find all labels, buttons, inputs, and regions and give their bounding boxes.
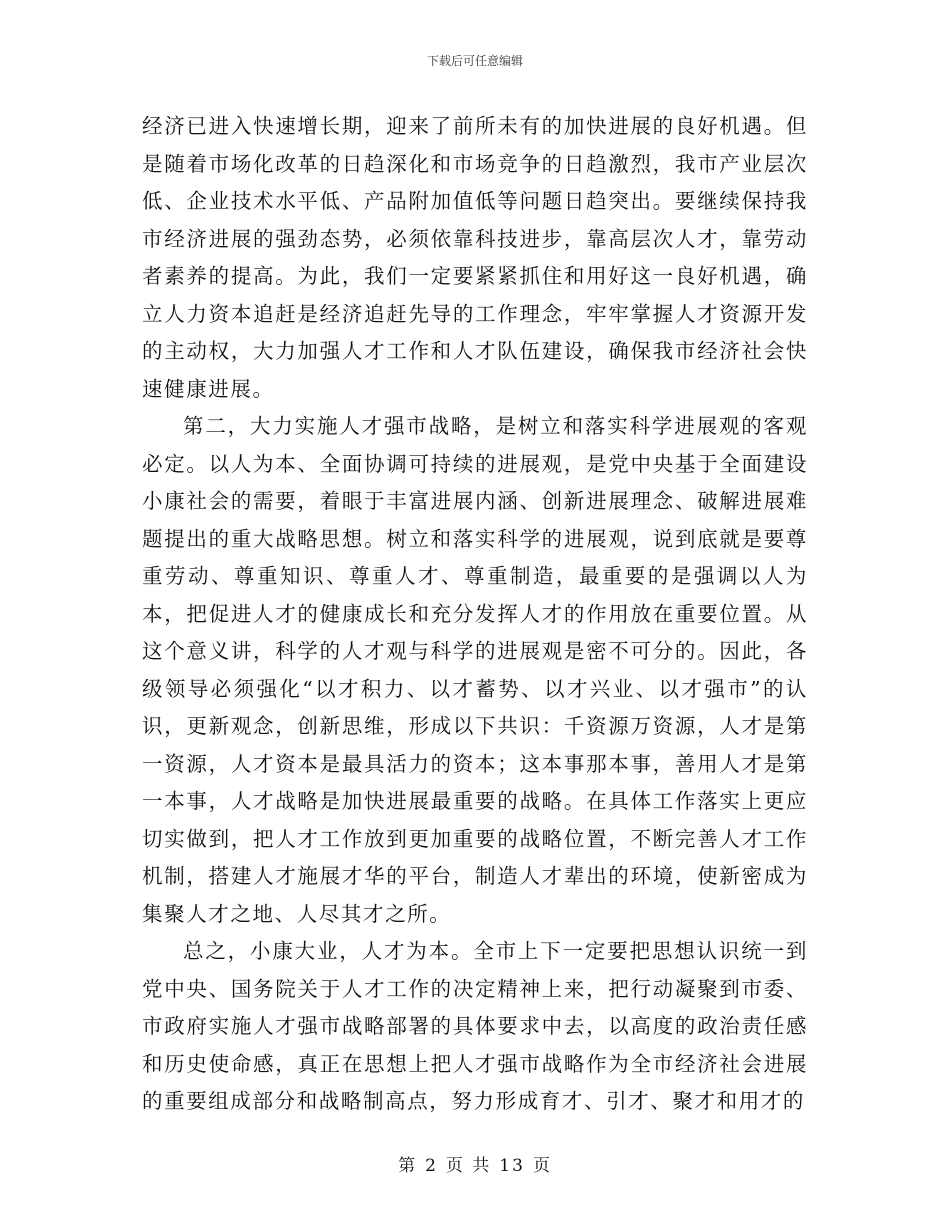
total-page-count: 13 (499, 1156, 525, 1176)
footer-suffix: 页 (532, 1156, 552, 1176)
page-footer (0, 1155, 950, 1177)
paragraph-3: 总之，小康大业，人才为本。全市上下一定要把思想认识统一到党中央、国务院关于人才工作的决定精神上来，把行动凝聚到市委、市政府实施人才强市战略部署的具体要求中去，以高度的政治责任感和历史使命感，真正在思想上把人才强市战略作为全市经济社会进展的重要组成部分和战略制高点，努力形成育才、引才、聚才和用才的 (142, 939, 808, 1113)
footer-prefix: 第 (398, 1156, 418, 1176)
page-header: 下载后可任意编辑 (426, 54, 523, 68)
paragraph-1: 经济已进入快速增长期，迎来了前所未有的加快进展的良好机遇。但是随着市场化改革的日趋深化和市场竞争的日趋激烈，我市产业层次低、企业技术水平低、产品附加值低等问题日趋突出。要继续保持我市经济进展的强劲态势，必须依靠科技进步，靠高层次人才，靠劳动者素养的提高。为此，我们一定要紧紧抓住和用好这一良好机遇，确立人力资本追赶是经济追赶先导的工作理念，牢牢掌握人才资源开发的主动权，大力加强人才工作和人才队伍建设，确保我市经济社会快速健康进展。 (142, 114, 808, 401)
document-body (142, 108, 808, 1121)
current-page-number: 2 (425, 1156, 438, 1176)
footer-middle: 页 共 (445, 1156, 492, 1176)
paragraph-2: 第二，大力实施人才强市战略，是树立和落实科学进展观的客观必定。以人为本、全面协调可持续的进展观，是党中央基于全面建设小康社会的需要，着眼于丰富进展内涵、创新进展理念、破解进展难题提出的重大战略思想。树立和落实科学的进展观，说到底就是要尊重劳动、尊重知识、尊重人才、尊重制造，最重要的是强调以人为本，把促进人才的健康成长和充分发挥人才的作用放在重要位置。从这个意义讲，科学的人才观与科学的进展观是密不可分的。因此，各级领导必须强化“以才积力、以才蓄势、以才兴业、以才强市”的认识，更新观念，创新思维，形成以下共识：千资源万资源，人才是第一资源，人才资本是最具活力的资本；这本事那本事，善用人才是第一本事，人才战略是加快进展最重要的战略。在具体工作落实上更应切实做到，把人才工作放到更加重要的战略位置，不断完善人才工作机制，搭建人才施展才华的平台，制造人才辈出的环境，使新密成为集聚人才之地、人尽其才之所。 (142, 414, 808, 926)
